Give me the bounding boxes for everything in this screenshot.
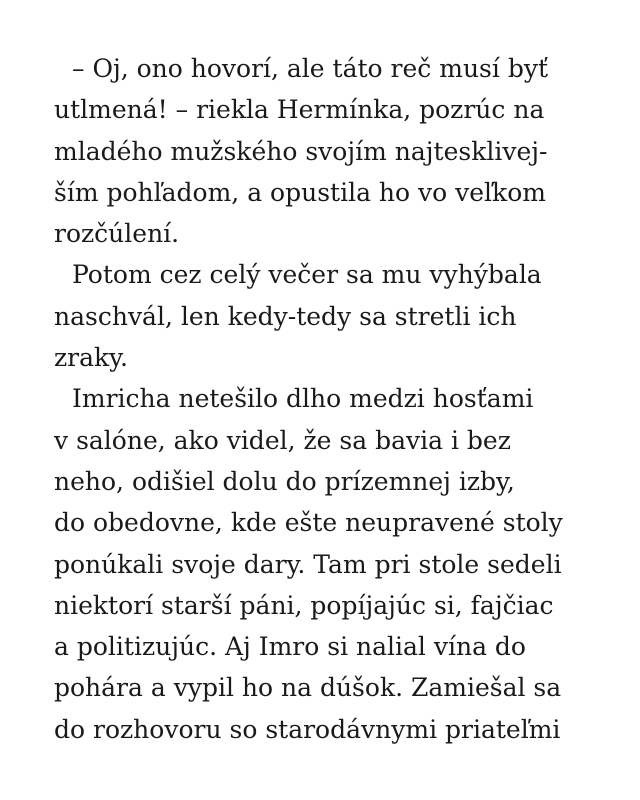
text-line: zraky.: [54, 343, 128, 373]
text-line: pohára a vypil ho na dúšok. Zamiešal sa: [54, 673, 562, 703]
text-line: utlmená! – riekla Hermínka, pozrúc na: [54, 95, 545, 125]
text-line: do rozhovoru so starodávnymi priateľmi: [54, 714, 561, 744]
text-line: do obedovne, kde ešte neupravené stoly: [54, 508, 563, 538]
text-line: neho, odišiel dolu do prízemnej izby,: [54, 466, 515, 496]
text-line: v salóne, ako videl, že sa bavia i bez: [54, 425, 511, 455]
text-line: – Oj, ono hovorí, ale táto reč musí byť: [72, 54, 548, 83]
text-line: ším pohľadom, a opustila ho vo veľkom: [54, 177, 546, 207]
paragraph-1: [54, 48, 563, 254]
paragraph-2: [54, 254, 563, 378]
paragraph-3: [54, 378, 563, 750]
text-line: rozčúlení.: [54, 219, 180, 249]
body-text: [54, 48, 563, 750]
text-line: Potom cez celý večer sa mu vyhýbala: [72, 260, 542, 290]
text-line: niektorí starší páni, popíjajúc si, fajčiac: [54, 590, 554, 620]
text-line: ponúkali svoje dary. Tam pri stole sedeli: [54, 549, 562, 579]
text-line: naschvál, len kedy-tedy sa stretli ich: [54, 301, 517, 331]
text-line: mladého mužského svojím najtesklivej-: [54, 136, 548, 166]
text-line: a politizujúc. Aj Imro si nalial vína do: [54, 632, 526, 662]
text-line: Imricha netešilo dlho medzi hosťami: [72, 384, 534, 414]
